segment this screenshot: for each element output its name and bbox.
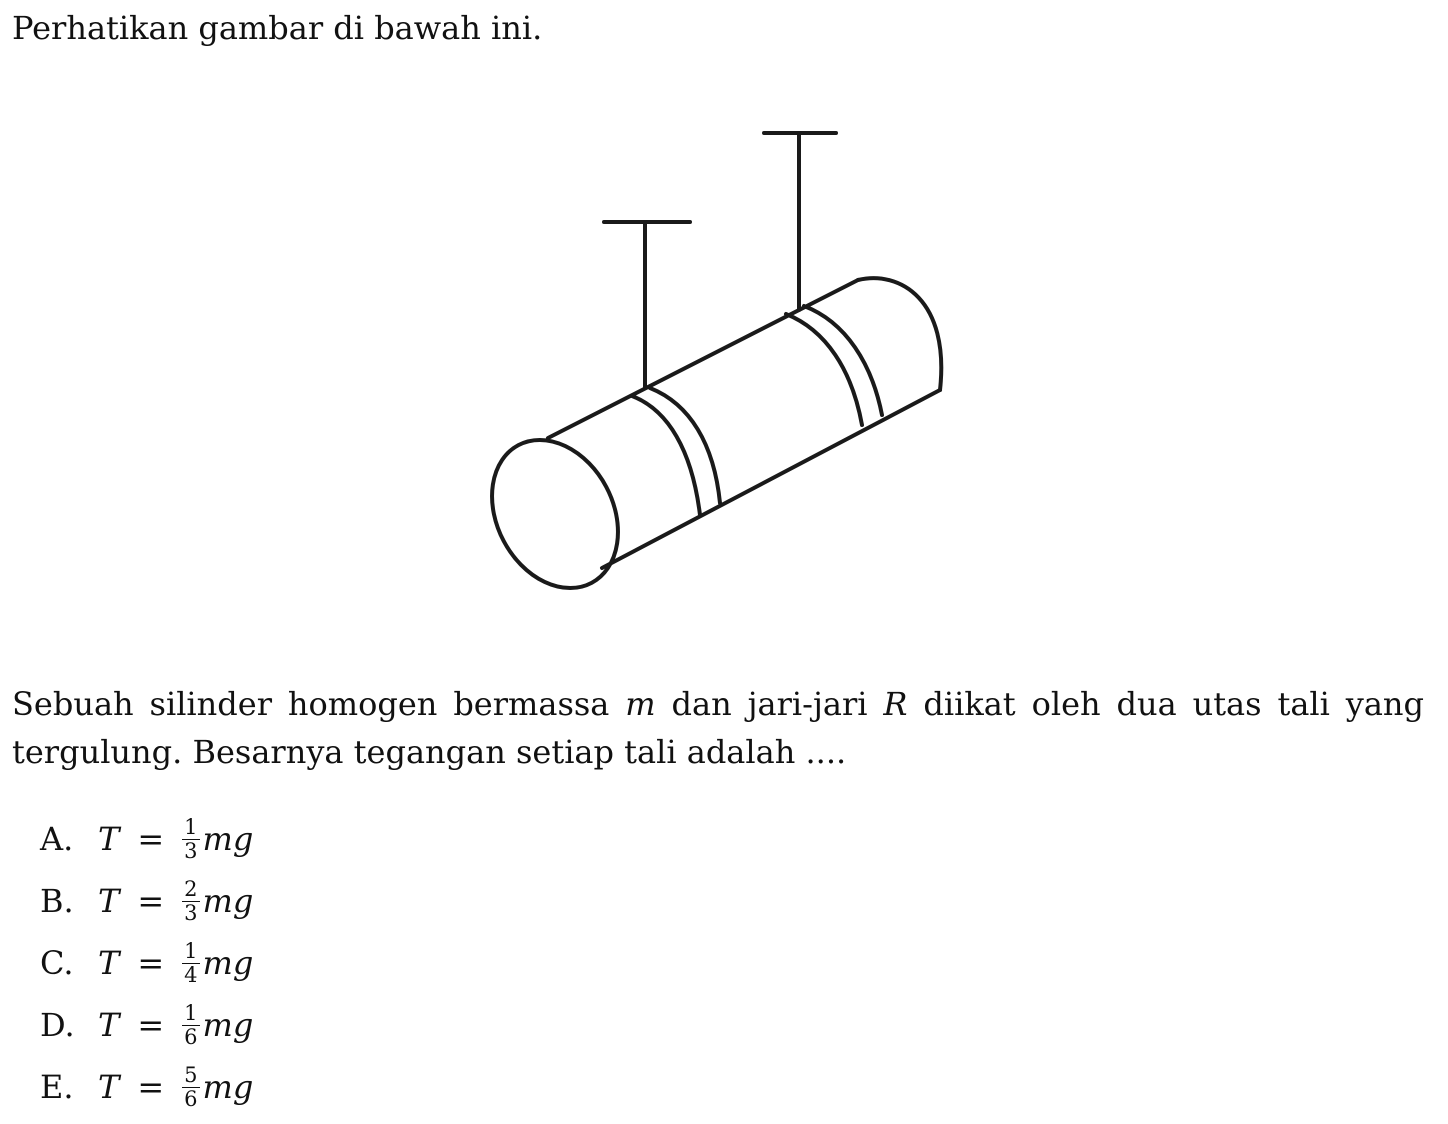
radius-variable: R	[883, 685, 908, 723]
option-d[interactable]	[40, 994, 253, 1056]
option-formula	[98, 1062, 254, 1111]
option-formula	[98, 814, 254, 863]
cylinder-front-face	[480, 418, 643, 610]
fraction-denominator: 4	[184, 962, 198, 987]
option-b[interactable]	[40, 870, 253, 932]
tension-symbol: T	[98, 1006, 120, 1044]
fraction	[182, 814, 199, 863]
equals-sign: =	[137, 1068, 165, 1106]
equals-sign: =	[137, 1006, 165, 1044]
option-formula	[98, 876, 254, 925]
option-c[interactable]	[40, 932, 253, 994]
option-letter: C.	[40, 944, 74, 982]
mg-term: mg	[202, 820, 254, 858]
mg-term: mg	[202, 1068, 254, 1106]
mg-term: mg	[202, 882, 254, 920]
right-band-inner	[804, 306, 882, 415]
fraction	[182, 1062, 199, 1111]
fraction-numerator: 5	[184, 1062, 198, 1087]
fraction-denominator: 3	[184, 900, 198, 925]
fraction-numerator: 1	[184, 1000, 198, 1025]
answer-options	[40, 808, 253, 1118]
right-band-outer	[786, 314, 862, 425]
question-part-3: diikat oleh dua utas tali yang tergulung. Besarnya tegangan setiap tali adalah ....	[12, 685, 1425, 771]
left-band-outer	[632, 396, 700, 515]
tension-symbol: T	[98, 1068, 120, 1106]
equals-sign: =	[137, 944, 165, 982]
fraction-numerator: 2	[184, 876, 198, 901]
fraction	[182, 1000, 199, 1049]
tension-symbol: T	[98, 820, 120, 858]
question-part-1: Sebuah silinder homogen bermassa	[12, 685, 626, 723]
cylinder-figure	[480, 100, 980, 610]
cylinder-top-edge	[548, 280, 858, 438]
fraction-denominator: 3	[184, 838, 198, 863]
equals-sign: =	[137, 820, 165, 858]
question-part-2: dan jari-jari	[655, 685, 884, 723]
option-letter: B.	[40, 882, 74, 920]
fraction-numerator: 1	[184, 814, 198, 839]
option-a[interactable]	[40, 808, 253, 870]
fraction-numerator: 1	[184, 938, 198, 963]
option-e[interactable]	[40, 1056, 253, 1118]
left-band-inner	[650, 388, 720, 503]
option-formula	[98, 938, 254, 987]
mg-term: mg	[202, 1006, 254, 1044]
option-letter: E.	[40, 1068, 74, 1106]
fraction-denominator: 6	[184, 1024, 198, 1049]
fraction	[182, 876, 199, 925]
intro-text: Perhatikan gambar di bawah ini.	[12, 9, 543, 47]
tension-symbol: T	[98, 882, 120, 920]
mass-variable: m	[625, 685, 656, 723]
mg-term: mg	[202, 944, 254, 982]
option-formula	[98, 1000, 254, 1049]
question-text	[12, 680, 1424, 776]
equals-sign: =	[137, 882, 165, 920]
cylinder-diagram	[480, 100, 980, 610]
cylinder-bottom-edge	[602, 390, 940, 568]
fraction-denominator: 6	[184, 1086, 198, 1111]
option-letter: A.	[40, 820, 74, 858]
tension-symbol: T	[98, 944, 120, 982]
option-letter: D.	[40, 1006, 75, 1044]
fraction	[182, 938, 199, 987]
